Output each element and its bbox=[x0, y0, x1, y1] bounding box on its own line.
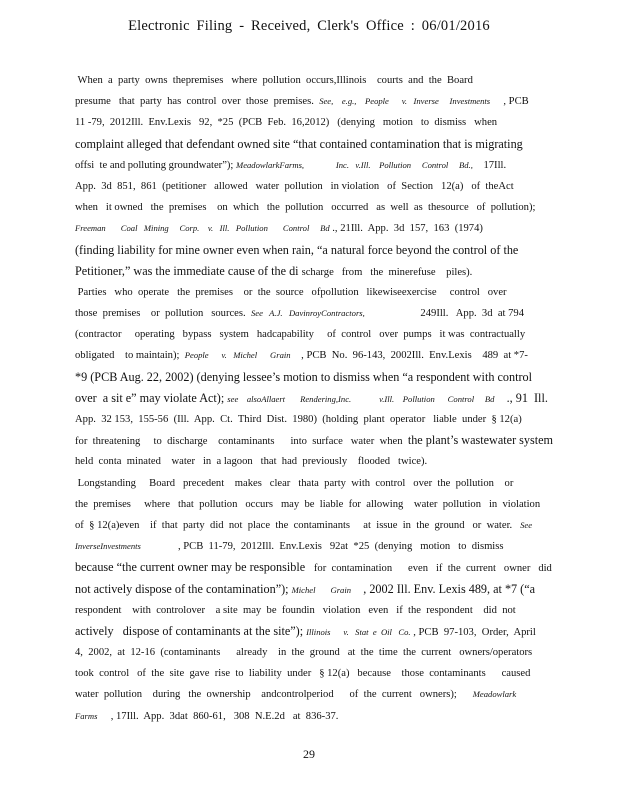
text-segment: Longstanding Board precedent makes clear thata party with control over the pollution or bbox=[75, 477, 514, 489]
text-line bbox=[75, 706, 575, 727]
legal-brief-body bbox=[75, 70, 575, 727]
text-line bbox=[75, 557, 575, 578]
text-segment: 249Ill. App. 3d at 794 bbox=[364, 308, 525, 320]
text-segment: ., 21Ill. App. 3d 157, 163 (1974) bbox=[329, 223, 483, 235]
text-line bbox=[75, 579, 575, 600]
case-citation: Michel Grain bbox=[291, 584, 352, 595]
text-segment: (contractor operating bypass system hadcapability of control over pumps it was contractually bbox=[75, 329, 526, 341]
case-citation: People v. Michel Grain bbox=[184, 350, 291, 361]
text-segment: , 17Ill. App. 3dat 860-61, 308 N.E.2d at 836-37. bbox=[97, 710, 339, 722]
text-segment: ., 91 Ill. bbox=[494, 390, 548, 405]
case-citation: Inc. v.Ill. Pollution Control Bd., bbox=[335, 159, 473, 170]
text-segment: , 2002 Ill. Env. Lexis 489, at *7 (“a bbox=[351, 581, 536, 596]
text-segment bbox=[304, 160, 336, 171]
text-segment: for threatening to discharge contaminants into surface water when bbox=[75, 436, 408, 448]
text-segment: water pollution during the ownership andcontrolperiod of the current owners); bbox=[75, 689, 473, 701]
filing-header: Electronic Filing - Received, Clerk's Office : 06/01/2016 bbox=[128, 18, 490, 34]
text-line bbox=[75, 112, 575, 133]
text-line bbox=[75, 91, 575, 112]
case-citation: Farms bbox=[75, 710, 98, 721]
text-line bbox=[75, 621, 575, 642]
text-line bbox=[75, 367, 575, 388]
text-segment: respondent with controlover a site may be foundin violation even if the respondent did not bbox=[75, 604, 516, 616]
text-segment: *9 (PCB Aug. 22, 2002) (denying lessee’s motion to dismiss when “a respondent with control bbox=[75, 369, 532, 384]
text-line bbox=[75, 176, 575, 197]
text-line bbox=[75, 451, 575, 472]
text-segment: when it owned the premises on which the pollution occurred as well as thesource of pollution); bbox=[75, 202, 536, 214]
text-segment: complaint alleged that defendant owned site “that contained contamination that is migrating bbox=[75, 136, 523, 151]
text-segment: , PCB No. 96-143, 2002Ill. Env.Lexis 489 at *7- bbox=[290, 350, 528, 362]
text-line bbox=[75, 663, 575, 684]
text-line bbox=[75, 684, 575, 705]
page-number: 29 bbox=[303, 747, 315, 761]
text-segment: for contamination even if the current owner did bbox=[311, 563, 552, 575]
text-line bbox=[75, 345, 575, 366]
text-line bbox=[75, 134, 575, 155]
text-segment: obligated to maintain); bbox=[75, 350, 185, 362]
case-citation: Meadowlark bbox=[472, 689, 517, 700]
case-citation: MeadowlarkFarms, bbox=[236, 159, 305, 170]
text-segment: , PCB 11-79, 2012Ill. Env.Lexis 92at *25 (denying motion to dismiss bbox=[140, 541, 504, 553]
text-line bbox=[75, 261, 575, 282]
text-segment: Petitioner,” was the immediate cause of the di bbox=[75, 263, 302, 278]
text-line bbox=[75, 536, 575, 557]
case-citation: See A.J. DavinroyContractors, bbox=[250, 308, 365, 319]
text-segment: 17Ill. bbox=[472, 159, 507, 171]
text-segment: held conta minated water in a lagoon that had previously flooded twice). bbox=[75, 456, 428, 468]
case-citation: See bbox=[520, 519, 533, 530]
text-segment: those premises or pollution sources. bbox=[75, 308, 251, 320]
text-segment: offsi te and polluting groundwater”); bbox=[75, 159, 237, 171]
text-line bbox=[75, 409, 575, 430]
text-segment: of § 12(a)even if that party did not place the contaminants at issue in the ground or water. bbox=[75, 519, 521, 531]
text-segment: the plant’s wastewater system bbox=[407, 433, 554, 448]
text-segment: actively dispose of contaminants at the site”); bbox=[75, 623, 307, 638]
text-segment: took control of the site gave rise to liability under § 12(a) because those contaminants caused bbox=[75, 668, 531, 680]
text-segment: not actively dispose of the contamination”); bbox=[75, 581, 292, 596]
text-segment: , PCB 97-103, Order, April bbox=[410, 626, 536, 638]
text-line bbox=[75, 240, 575, 261]
text-line bbox=[75, 324, 575, 345]
text-segment: App. 3d 851, 861 (petitioner allowed water pollution in violation of Section 12(a) of theAct bbox=[75, 180, 514, 192]
text-segment: 11 -79, 2012Ill. Env.Lexis 92, *25 (PCB Feb. 16,2012) (denying motion to dismiss when bbox=[75, 117, 498, 129]
case-citation: See, e.g., People v. Inverse Investments bbox=[319, 96, 491, 107]
text-segment: (finding liability for mine owner even when rain, “a natural force beyond the control of the bbox=[75, 242, 519, 257]
text-segment: Parties who operate the premises or the source ofpollution likewiseexercise control over bbox=[75, 286, 507, 298]
text-segment: , PCB bbox=[490, 96, 529, 108]
text-line bbox=[75, 515, 575, 536]
text-line bbox=[75, 473, 575, 494]
text-segment: over a sit e” may violate Act); bbox=[75, 390, 228, 405]
text-segment: When a party owns thepremises where pollution occurs,Illinois courts and the Board bbox=[75, 75, 473, 86]
text-line bbox=[75, 388, 575, 409]
text-segment: App. 32 153, 155-56 (Ill. App. Ct. Third Dist. 1980) (holding plant operator liable under § 12(a) bbox=[75, 414, 522, 425]
case-citation: Freeman Coal Mining Corp. v. Ill. Pollution Control Bd bbox=[75, 223, 330, 234]
text-line bbox=[75, 282, 575, 303]
text-segment: because “the current owner may be responsible bbox=[75, 560, 312, 575]
text-line bbox=[75, 642, 575, 663]
case-citation: InverseInvestments bbox=[75, 541, 141, 552]
text-line bbox=[75, 494, 575, 515]
text-segment: presume that party has control over those premises. bbox=[75, 96, 320, 108]
text-segment: scharge from the minerefuse piles). bbox=[301, 266, 473, 278]
text-line bbox=[75, 430, 575, 451]
text-line bbox=[75, 218, 575, 239]
case-citation: see alsoAllaert Rendering,Inc. v.Ill. Pollution Control Bd bbox=[227, 393, 495, 404]
text-segment: 4, 2002, at 12-16 (contaminants already in the ground at the time the current owners/operators bbox=[75, 647, 533, 659]
text-line bbox=[75, 155, 575, 176]
case-citation: Illinois v. Stat e Oil Co. bbox=[306, 626, 411, 637]
text-segment: the premises where that pollution occurs may be liable for allowing water pollution in violation bbox=[75, 498, 541, 510]
text-line bbox=[75, 197, 575, 218]
text-line bbox=[75, 600, 575, 621]
text-line bbox=[75, 303, 575, 324]
text-line bbox=[75, 70, 575, 91]
